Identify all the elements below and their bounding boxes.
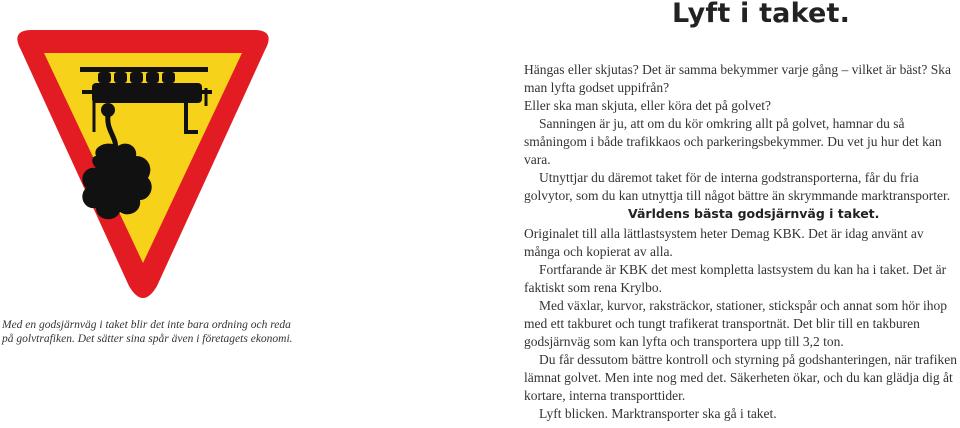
intro-paragraph: Utnyttjar du däremot taket för de interna godstransporterna, får du fria golvytor, som du kan utnyttja till något bättre än skrymmande marktransporter. <box>524 170 951 203</box>
intro-paragraph: Hängas eller skjutas? Det är samma bekymmer varje gång – vilket är bäst? Ska man lyfta godset uppifrån? <box>524 62 951 95</box>
section-paragraph: Du får dessutom bättre kontroll och styrning på godshanteringen, när trafiken lämnat golvet. Men inte nog med det. Säkerheten ökar, och du kan glädja dig åt kortare, interna transporttider. <box>524 352 958 403</box>
section-paragraph: Fortfarande är KBK det mest kompletta lastsystem du kan ha i taket. Det är faktiskt som rena Krylbo. <box>524 262 947 295</box>
section-paragraph: Originalet till alla lättlastsystem heter Demag KBK. Det är idag använt av många och kopierat av alla. <box>524 226 924 259</box>
warning-sign-illustration <box>10 28 276 300</box>
section-paragraph: Lyft blicken. Marktransporter ska gå i taket. <box>539 406 777 421</box>
intro-paragraph: Eller ska man skjuta, eller köra det på golvet? <box>524 98 772 113</box>
page-headline: Lyft i taket. <box>672 0 851 29</box>
intro-paragraph: Sanningen är ju, att om du kör omkring allt på golvet, hamnar du så småningom i både trafikkaos och parkeringsbekymmer. Du vet ju hur det kan vara. <box>524 116 942 167</box>
section-paragraph: Med växlar, kurvor, raksträckor, stationer, stickspår och annat som hör ihop med ett takburet och tungt trafikerat transportnät. Det blir till en takburen godsjärnväg som kan lyfta och transportera upp till 3,2 ton. <box>524 298 947 349</box>
intro-column <box>524 61 960 205</box>
section-heading: Världens bästa godsjärnväg i taket. <box>628 206 880 221</box>
section-column <box>524 205 960 423</box>
image-caption: Med en godsjärnväg i taket blir det inte bara ordning och reda på golvtrafiken. Det sätter sina spår även i företagets ekonomi. <box>2 319 293 345</box>
